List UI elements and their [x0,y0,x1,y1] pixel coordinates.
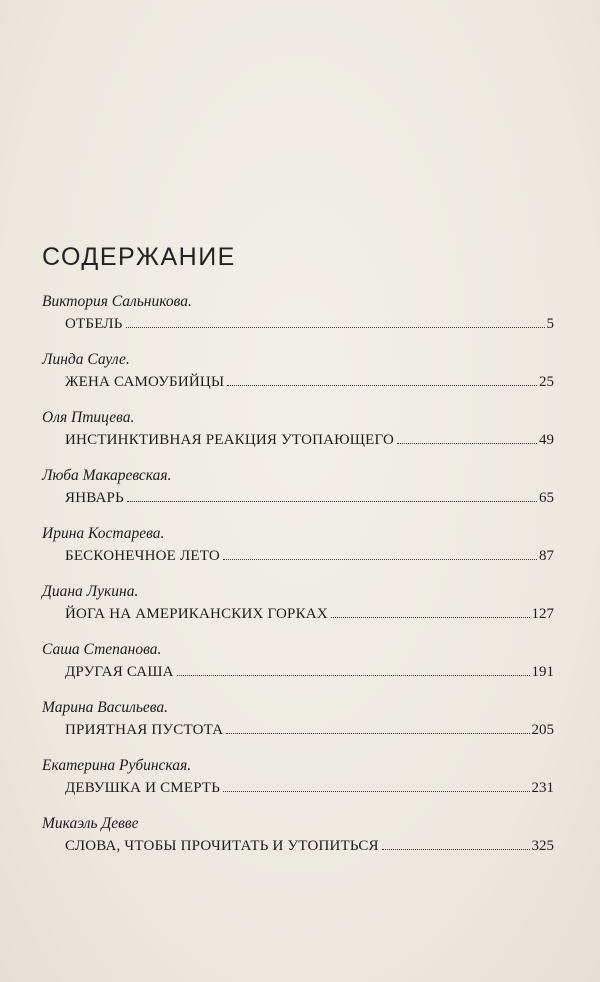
toc-author: Виктория Сальникова. [42,293,192,310]
toc-author: Ирина Костарева. [42,525,165,542]
toc-line [42,314,554,334]
toc-author: Марина Васильева. [42,699,169,716]
toc-author: Диана Лукина. [42,583,139,600]
toc-author: Саша Степанова. [42,641,162,658]
toc-entry [42,698,554,756]
contents-heading: СОДЕРЖАНИЕ [42,243,236,271]
toc-author: Оля Птицева. [42,409,135,426]
toc-title: ЯНВАРЬ [65,490,124,506]
toc-title: ОТБЕЛЬ [65,316,123,332]
toc-author: Екатерина Рубинская. [42,757,192,774]
toc-author: Микаэль Девве [42,815,139,832]
toc-page-number: 127 [531,606,554,622]
dot-leader [223,790,529,792]
dot-leader [227,384,537,386]
toc-author: Люба Макаревская. [42,467,172,484]
toc-entry [42,466,554,524]
dot-leader [226,732,529,734]
toc-line [42,778,554,798]
dot-leader [177,674,530,676]
toc-page-number: 231 [531,780,554,796]
toc-line [42,372,554,392]
toc-line [42,662,554,682]
dot-leader [126,326,545,328]
toc-page-number: 325 [531,838,554,854]
toc-title: ЙОГА НА АМЕРИКАНСКИХ ГОРКАХ [65,606,328,622]
toc-title: ПРИЯТНАЯ ПУСТОТА [65,722,224,738]
dot-leader [382,848,530,850]
toc-title: ДРУГАЯ САША [65,664,174,680]
toc-author: Линда Сауле. [42,351,130,368]
toc-line [42,488,554,508]
dot-leader [127,500,537,502]
toc-page-number: 5 [546,316,554,332]
toc-page-number: 25 [539,374,554,390]
toc-line [42,546,554,566]
toc-title: ИНСТИНКТИВНАЯ РЕАКЦИЯ УТОПАЮЩЕГО [65,432,395,448]
toc-page-number: 87 [539,548,554,564]
toc-entry [42,814,554,872]
toc-entry [42,292,554,350]
toc-line [42,836,554,856]
toc-line [42,720,554,740]
dot-leader [331,616,530,618]
toc-entry [42,408,554,466]
toc-title: ДЕВУШКА И СМЕРТЬ [65,780,221,796]
toc-entry [42,350,554,408]
toc-title: СЛОВА, ЧТОБЫ ПРОЧИТАТЬ И УТОПИТЬСЯ [65,838,379,854]
dot-leader [223,558,537,560]
toc-line [42,604,554,624]
toc-title: БЕСКОНЕЧНОЕ ЛЕТО [65,548,220,564]
table-of-contents [42,292,554,872]
toc-entry [42,756,554,814]
toc-entry [42,524,554,582]
toc-page-number: 49 [539,432,554,448]
toc-page-number: 65 [539,490,554,506]
dot-leader [397,442,537,444]
toc-page-number: 205 [531,722,554,738]
toc-entry [42,640,554,698]
toc-page-number: 191 [531,664,554,680]
toc-title: ЖЕНА САМОУБИЙЦЫ [65,374,225,390]
toc-entry [42,582,554,640]
toc-line [42,430,554,450]
